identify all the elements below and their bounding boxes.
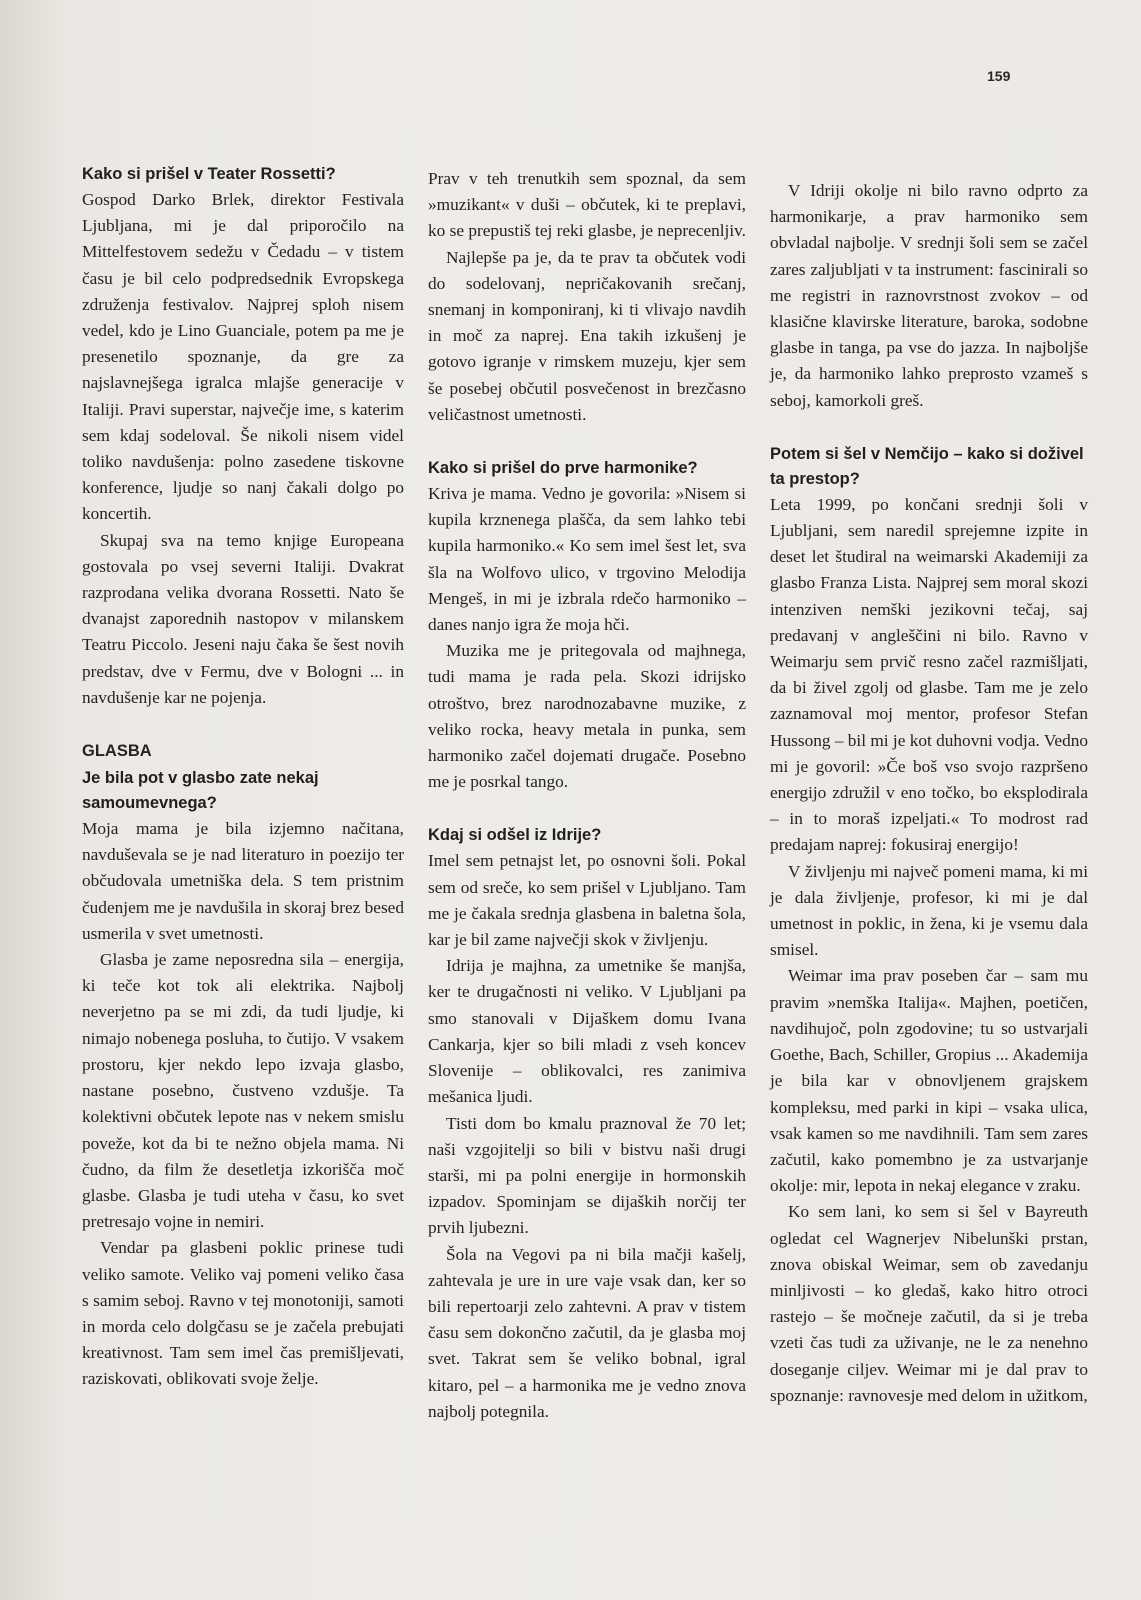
paragraph: Muzika me je pritegovala od majhnega, tudi mama je rada pela. Skozi idrijsko otroštvo, brez narodnozabavne muzike, z veliko rocka, heavy metala in punka, sem harmoniko začel dojemati drugače. Posebno me je posrkal tango. [428, 641, 746, 792]
paragraph: Prav v teh trenutkih sem spoznal, da sem »muzikant« v duši – občutek, ki te preplavi, ko se prepustiš tej reki glasbe, je neprecenljiv. [428, 169, 746, 241]
column-middle [428, 166, 746, 1425]
question-heading: Kako si prišel do prve harmonike? [428, 459, 698, 478]
paragraph: Gospod Darko Brlek, direktor Festivala Ljubljana, mi je dal priporočilo na Mittelfestovem sedežu v Čedadu – v tistem času je bil celo podpredsednik Evropskega združenja festivalov. Najprej sploh nisem vedel, kdo je Lino Guanciale, potem pa me je presenetilo spoznanje, da gre za najslavnejšega igralca mlajše generacije v Italiji. Pravi superstar, največje ime, s katerim sem kdaj sodeloval. Še nikoli nisem videl toliko navdušenja: polno zasedene tiskovne konference, ljudje so nanj čakali dolgo po koncertih. [82, 190, 404, 524]
paragraph: Weimar ima prav poseben čar – sam mu pravim »nemška Italija«. Majhen, poetičen, navdihujoč, poln zgodovine; tu so ustvarjali Goethe, Bach, Schiller, Gropius ... Akademija je bila kar v obnovljenem grajskem kompleksu, med parki in kipi – vsaka ulica, vsak kamen so me navdihnili. Tam sem zares začutil, kako pomembno je za ustvarjanje okolje: mir, lepota in nekaj elegance v zraku. [770, 966, 1088, 1196]
page-number: 159 [987, 68, 1011, 84]
paragraph: Tisti dom bo kmalu praznoval že 70 let; naši vzgojitelji so bili v bistvu naši drugi starši, mi pa polni energije in hormonskih izpadov. Spominjam se dijaških norčij ter prvih ljubezni. [428, 1113, 746, 1238]
paragraph: Skupaj sva na temo knjige Europeana gostovala po vsej severni Italiji. Dvakrat razprodana velika dvorana Rossetti. Nato še dvanajst zaporednih nastopov v milanskem Teatru Piccolo. Jeseni naju čaka še šest novih predstav, dve v Fermu, dve v Bologni ... in navdušenje kar ne pojenja. [82, 530, 404, 707]
paragraph: Glasba je zame neposredna sila – energija, ki teče kot tok ali elektrika. Najbolj neverjetno pa se mi zdi, da tudi ljudje, ki nimajo nobenega posluha, to čutijo. V vsakem prostoru, kjer nekdo lepo izvaja glasbo, nastane posebno, čustveno vzdušje. Ta kolektivni občutek lepote nas v nekem smislu poveže, kot da bi te nežno objela mama. Ni čudno, da film že desetletja izkorišča moč glasbe. Glasba je tudi uteha v času, ko svet pretresajo vojne in nemiri. [82, 950, 404, 1232]
paragraph: Kriva je mama. Vedno je govorila: »Nisem si kupila krznenega plašča, da sem lahko tebi kupila harmoniko.« Ko sem imel šest let, sva šla na Wolfovo ulico, v trgovino Melodija Mengeš, in mi je izbrala rdečo harmoniko – danes nanjo igra že moja hči. [428, 484, 746, 635]
paragraph: V Idriji okolje ni bilo ravno odprto za harmonikarje, a prav harmoniko sem obvladal najbolje. V srednji šoli sem se začel zares zaljubljati v ta instrument: fascinirali so me registri in raznovrstnost zvokov – od klasične klavirske literature, baroka, sodobne glasbe in tanga, pa vse do jazza. In najboljše je, da harmoniko lahko preprosto vzameš s seboj, kamorkoli greš. [770, 181, 1088, 410]
question-heading: Kdaj si odšel iz Idrije? [428, 826, 602, 845]
paragraph: Šola na Vegovi pa ni bila mačji kašelj, zahtevala je ure in ure vaje vsak dan, ker so bili repertoarji zelo zahtevni. A prav v tistem času sem dokončno začutil, da je glasba moj svet. Takrat sem še veliko bobnal, igral kitaro, pel – a harmonika me je vedno znova najbolj potegnila. [428, 1244, 746, 1421]
paragraph: V življenju mi največ pomeni mama, ki mi je dala življenje, profesor, ki mi je dal umetnost in poklic, in žena, ki je vsemu dala smisel. [770, 861, 1088, 960]
paragraph: Najlepše pa je, da te prav ta občutek vodi do sodelovanj, nepričakovanih srečanj, snemanj in komponiranj, ki ti vlivajo navdih in moč za naprej. Ena takih izkušenj je gotovo igranje v rimskem muzeju, kjer sem še posebej občutil posvečenost in brezčasno veličastnost umetnosti. [428, 247, 746, 424]
paragraph: Idrija je majhna, za umetnike še manjša, ker te drugačnosti ni veliko. V Ljubljani pa smo stanovali v Dijaškem domu Ivana Cankarja, kjer so bili mladi z vseh koncev Slovenije – oblikovalci, res zanimiva mešanica ljudi. [428, 956, 746, 1107]
question-heading: Je bila pot v glasbo zate nekaj samoumevnega? [82, 769, 319, 813]
section-heading: GLASBA [82, 742, 152, 761]
paragraph: Imel sem petnajst let, po osnovni šoli. Pokal sem od sreče, ko sem prišel v Ljubljano. Tam me je čakala srednja glasbena in baletna šola, kar je bil zame največji skok v življenju. [428, 851, 746, 950]
paragraph: Ko sem lani, ko sem si šel v Bayreuth ogledat cel Wagnerjev Nibelunški prstan, znova obiskal Weimar, sem ob zavedanju minljivosti – ko gledaš, kako hitro otroci rastejo – še močneje začutil, da si je treba vzeti čas tudi za uživanje, ne le za nenehno doseganje ciljev. Weimar mi je dal prav to spoznanje: ravnovesje med delom in užitkom, [770, 1202, 1088, 1405]
paragraph: Vendar pa glasbeni poklic prinese tudi veliko samote. Veliko vaj pomeni veliko časa s samim seboj. Ravno v tej monotoniji, samoti in morda celo dolgčasu se je začela prebujati kreativnost. Tam sem imel čas premišljevati, raziskovati, oblikovati svoje želje. [82, 1238, 404, 1389]
paragraph: Leta 1999, po končani srednji šoli v Ljubljani, sem naredil sprejemne izpite in deset let študiral na weimarski Akademiji za glasbo Franza Lista. Najprej sem moral skozi intenziven nemški jezikovni tečaj, saj predavanj v angleščini ni bilo. Ravno v Weimarju sem prvič resno začel razmišljati, da bi živel zgolj od glasbe. Tam me je zelo zaznamoval moj mentor, profesor Stefan Hussong – bil mi je kot duhovni vodja. Vedno mi je govoril: »Če boš vso svojo razpršeno energijo združil v eno točko, bo eksplodirala – in to moraš izpeljati.« To modrost rad predajam naprej: fokusiraj energijo! [770, 494, 1088, 855]
question-heading: Potem si šel v Nemčijo – kako si doživel ta prestop? [770, 444, 1084, 488]
paragraph: Moja mama je bila izjemno načitana, navduševala se je nad literaturo in poezijo ter občudovala umetniška dela. S tem pristnim čudenjem me je navdušila in skoraj brez besed usmerila v svet umetnosti. [82, 819, 404, 943]
column-right [770, 178, 1088, 1409]
question-heading: Kako si prišel v Teater Rossetti? [82, 165, 336, 183]
column-left [82, 162, 404, 1393]
